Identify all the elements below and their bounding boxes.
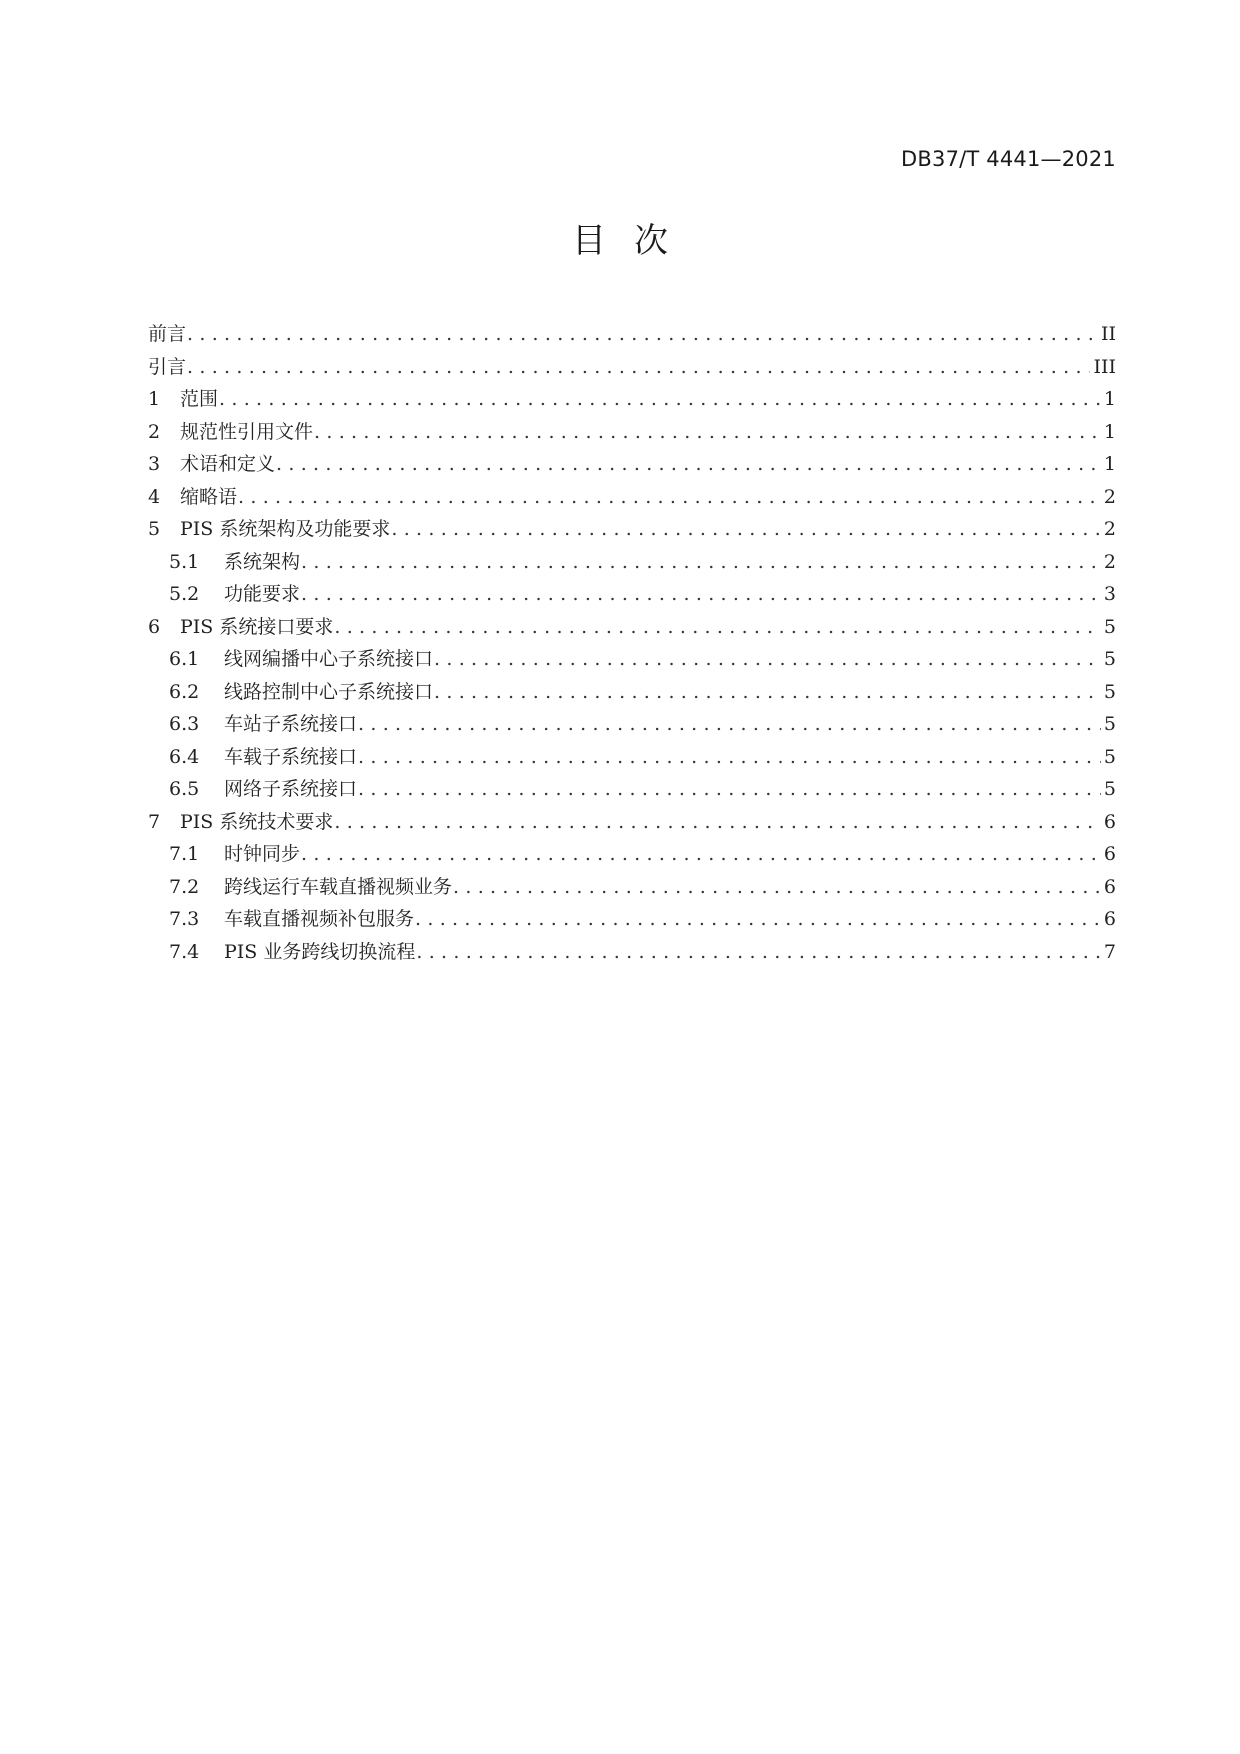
toc-entry-title: PIS 系统接口要求 <box>180 615 334 638</box>
toc-entry-title: 缩略语 <box>180 485 238 508</box>
toc-entry-title: 引言 <box>148 355 187 378</box>
toc-entry-page-number: 1 <box>1103 420 1116 443</box>
toc-dot-leader <box>434 676 1101 709</box>
toc-entry[interactable] <box>148 546 1116 579</box>
toc-entry-title: PIS 系统架构及功能要求 <box>180 518 391 540</box>
toc-entry-number: 5 <box>148 518 161 540</box>
toc-entry-page-number: III <box>1093 355 1116 378</box>
toc-entry[interactable] <box>148 611 1116 644</box>
toc-entry[interactable] <box>148 448 1116 481</box>
toc-entry-title: 线网编播中心子系统接口 <box>224 648 434 670</box>
toc-entry-title: 功能要求 <box>224 583 301 605</box>
toc-entry[interactable] <box>148 708 1116 741</box>
toc-entry-number: 7.3 <box>169 908 200 930</box>
toc-entry-page-number: 2 <box>1103 550 1116 573</box>
toc-entry-title: 前言 <box>148 323 187 345</box>
toc-entry-number: 1 <box>148 388 161 410</box>
toc-entry[interactable] <box>148 903 1116 936</box>
table-of-contents <box>148 318 1116 968</box>
toc-entry-title: 范围 <box>180 388 219 410</box>
toc-entry-number: 5.2 <box>169 583 200 605</box>
toc-entry[interactable] <box>148 741 1116 774</box>
toc-entry[interactable] <box>148 643 1116 676</box>
toc-entry-page-number: II <box>1100 323 1116 345</box>
toc-entry[interactable] <box>148 773 1116 806</box>
toc-entry-title: 术语和定义 <box>180 453 276 475</box>
toc-entry-number: 6.3 <box>169 713 200 735</box>
toc-entry-page-number: 5 <box>1103 615 1116 638</box>
toc-entry-number: 6.5 <box>169 778 200 800</box>
toc-entry-number: 6 <box>148 615 161 638</box>
toc-entry-title: PIS 业务跨线切换流程 <box>224 940 416 963</box>
toc-entry-number: 5.1 <box>169 550 200 573</box>
document-code: DB37/T 4441—2021 <box>901 147 1116 171</box>
toc-entry[interactable] <box>148 838 1116 871</box>
toc-entry-title: 车载直播视频补包服务 <box>224 908 415 930</box>
toc-entry-title: 线路控制中心子系统接口 <box>224 680 434 703</box>
toc-dot-leader <box>334 806 1101 839</box>
toc-entry-title: 车载子系统接口 <box>224 745 358 768</box>
toc-entry-page-number: 1 <box>1103 453 1116 475</box>
toc-dot-leader <box>187 318 1098 351</box>
toc-entry-page-number: 2 <box>1103 485 1116 508</box>
toc-entry-number: 7.2 <box>169 875 200 898</box>
toc-entry-page-number: 6 <box>1103 810 1116 833</box>
toc-dot-leader <box>301 546 1101 579</box>
toc-dot-leader <box>238 481 1101 514</box>
toc-entry-page-number: 5 <box>1103 680 1116 703</box>
toc-entry[interactable] <box>148 383 1116 416</box>
toc-dot-leader <box>358 773 1101 806</box>
toc-entry[interactable] <box>148 416 1116 449</box>
toc-dot-leader <box>416 936 1101 969</box>
toc-entry-title: 车站子系统接口 <box>224 713 358 735</box>
toc-dot-leader <box>334 611 1101 644</box>
toc-entry-number: 3 <box>148 453 161 475</box>
toc-entry-title: 时钟同步 <box>224 843 301 865</box>
toc-entry-title: 系统架构 <box>224 550 301 573</box>
toc-dot-leader <box>314 416 1101 449</box>
toc-entry-page-number: 6 <box>1103 875 1116 898</box>
toc-entry-page-number: 7 <box>1103 940 1116 963</box>
toc-entry-number: 4 <box>148 485 161 508</box>
toc-entry[interactable] <box>148 318 1116 351</box>
toc-entry-number: 7.1 <box>169 843 200 865</box>
toc-entry[interactable] <box>148 513 1116 546</box>
toc-entry-number: 6.4 <box>169 745 200 768</box>
toc-entry[interactable] <box>148 936 1116 969</box>
toc-dot-leader <box>453 871 1101 904</box>
toc-entry-title: PIS 系统技术要求 <box>180 810 334 833</box>
toc-entry-number: 7.4 <box>169 940 200 963</box>
toc-entry-page-number: 2 <box>1103 518 1116 540</box>
toc-entry[interactable] <box>148 806 1116 839</box>
toc-entry-page-number: 1 <box>1103 388 1116 410</box>
page-title: 目次 <box>572 221 696 261</box>
toc-entry[interactable] <box>148 481 1116 514</box>
toc-entry-title: 规范性引用文件 <box>180 420 314 443</box>
toc-entry-number: 7 <box>148 810 161 833</box>
toc-dot-leader <box>434 643 1101 676</box>
toc-entry-page-number: 5 <box>1103 648 1116 670</box>
toc-dot-leader <box>415 903 1101 936</box>
toc-entry-page-number: 6 <box>1103 843 1116 865</box>
toc-entry-number: 6.1 <box>169 648 200 670</box>
toc-dot-leader <box>187 351 1090 384</box>
toc-entry-page-number: 6 <box>1103 908 1116 930</box>
toc-dot-leader <box>301 838 1101 871</box>
toc-entry-title: 跨线运行车载直播视频业务 <box>224 875 453 898</box>
toc-entry[interactable] <box>148 676 1116 709</box>
toc-dot-leader <box>276 448 1101 481</box>
toc-entry[interactable] <box>148 578 1116 611</box>
toc-entry[interactable] <box>148 351 1116 384</box>
toc-entry-page-number: 5 <box>1103 713 1116 735</box>
toc-entry-page-number: 5 <box>1103 778 1116 800</box>
toc-dot-leader <box>301 578 1101 611</box>
toc-dot-leader <box>358 741 1101 774</box>
toc-entry-page-number: 3 <box>1103 583 1116 605</box>
toc-dot-leader <box>219 383 1101 416</box>
toc-dot-leader <box>391 513 1101 546</box>
toc-entry[interactable] <box>148 871 1116 904</box>
toc-entry-number: 6.2 <box>169 680 200 703</box>
toc-entry-number: 2 <box>148 420 161 443</box>
toc-dot-leader <box>358 708 1101 741</box>
toc-entry-page-number: 5 <box>1103 745 1116 768</box>
toc-entry-title: 网络子系统接口 <box>224 778 358 800</box>
